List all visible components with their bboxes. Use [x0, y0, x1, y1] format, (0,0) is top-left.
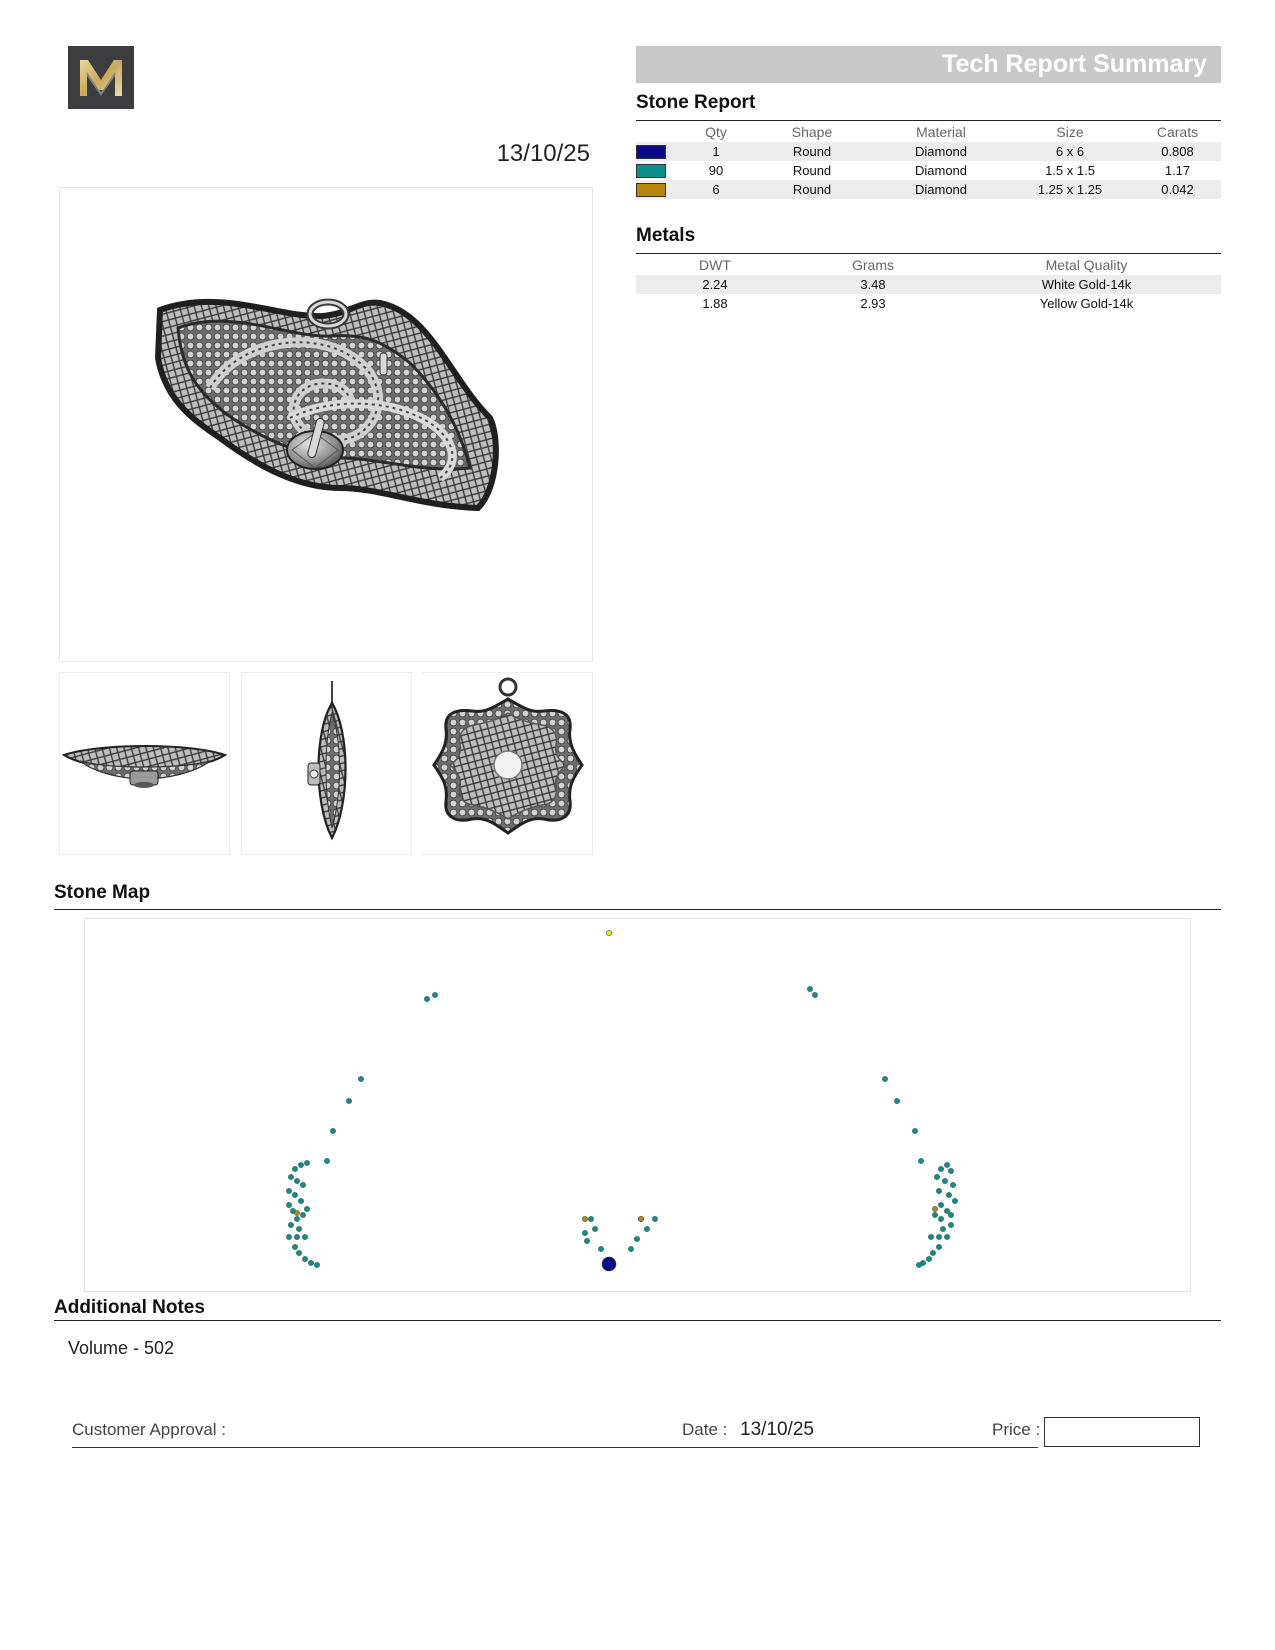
stone-dot: [916, 1262, 921, 1267]
material-header: Material: [916, 124, 966, 140]
size-cell: 1.5 x 1.5: [1045, 163, 1095, 178]
stone-dot: [598, 1246, 603, 1251]
stone-color-swatch: [636, 145, 666, 159]
stone-dot: [940, 1226, 945, 1231]
stone-dot: [292, 1166, 297, 1171]
stone-dot-small: [638, 1216, 643, 1221]
stone-dot: [304, 1206, 309, 1211]
carats-cell: 0.042: [1134, 180, 1221, 199]
stone-dot: [948, 1222, 953, 1227]
stone-dot: [294, 1178, 299, 1183]
stone-dot: [298, 1198, 303, 1203]
stone-dot: [286, 1202, 291, 1207]
stone-dot: [292, 1192, 297, 1197]
report-title-banner: [636, 46, 1221, 83]
pendant-edge-view-icon: [242, 673, 411, 854]
qty-cell: 90: [708, 163, 724, 178]
table-row: [636, 142, 1221, 161]
stone-dot: [812, 992, 817, 997]
stone-dot: [934, 1174, 939, 1179]
stone-dot-small: [582, 1216, 587, 1221]
stone-report-table: [636, 122, 1221, 199]
metal-quality-cell: White Gold-14k: [952, 275, 1221, 294]
table-row: [636, 180, 1221, 199]
stone-dot: [302, 1256, 307, 1261]
size-cell: 1.25 x 1.25: [1006, 180, 1134, 199]
center-stone-dot: [602, 1257, 616, 1271]
stone-dot: [936, 1234, 941, 1239]
stone-dot: [358, 1076, 363, 1081]
stone-dot: [882, 1076, 887, 1081]
stone-dot: [314, 1262, 319, 1267]
stone-dot: [300, 1182, 305, 1187]
metal-quality-header: Metal Quality: [1045, 257, 1128, 273]
stone-dot: [944, 1162, 949, 1167]
stone-dot-small: [606, 930, 611, 935]
stone-dot: [296, 1250, 301, 1255]
qty-cell: 1: [684, 142, 748, 161]
stone-dot: [946, 1192, 951, 1197]
stone-table-header: [636, 122, 1221, 142]
carats-cell: 1.17: [1164, 163, 1191, 178]
stone-dot: [300, 1212, 305, 1217]
stone-dot-small: [932, 1206, 937, 1211]
stone-dot: [938, 1166, 943, 1171]
shape-cell: Round: [748, 142, 876, 161]
stone-dot: [912, 1128, 917, 1133]
stone-dot: [936, 1188, 941, 1193]
stone-dot: [286, 1234, 291, 1239]
table-row: [636, 161, 1221, 180]
metal-quality-cell: Yellow Gold-14k: [1039, 296, 1134, 311]
metals-divider: [636, 253, 1221, 254]
approval-date-label: Date :: [682, 1420, 728, 1439]
stone-color-swatch: [636, 183, 666, 197]
size-cell: 6 x 6: [1006, 142, 1134, 161]
carats-cell: 0.808: [1134, 142, 1221, 161]
metals-title: Metals: [636, 225, 696, 246]
customer-approval-label: Customer Approval :: [72, 1420, 227, 1439]
stone-dot: [588, 1216, 593, 1221]
shape-cell: Round: [748, 180, 876, 199]
stone-dot: [938, 1202, 943, 1207]
shape-header: Shape: [791, 124, 833, 140]
report-date: 13/10/25: [496, 140, 590, 167]
stone-dot: [288, 1222, 293, 1227]
grams-cell: 2.93: [860, 296, 886, 311]
stone-dot: [944, 1208, 949, 1213]
approval-date-value: 13/10/25: [740, 1419, 814, 1440]
stone-dot: [938, 1216, 943, 1221]
grams-cell: 3.48: [794, 275, 952, 294]
stone-dot: [936, 1244, 941, 1249]
m-logo-icon: [68, 46, 134, 109]
material-cell: Diamond: [914, 163, 968, 178]
stone-dot: [948, 1212, 953, 1217]
stone-map-plot: [85, 919, 1190, 1291]
thumbnail-side-view: [59, 672, 230, 855]
color-header: [636, 122, 684, 142]
stone-dot: [294, 1234, 299, 1239]
pendant-3d-render-icon: [60, 188, 592, 661]
company-logo: [68, 46, 134, 109]
material-cell: Diamond: [876, 142, 1006, 161]
stone-report-divider: [636, 120, 1221, 121]
dwt-header: DWT: [699, 257, 731, 273]
metals-table-header: [636, 255, 1221, 275]
table-row: [636, 275, 1221, 294]
stone-dot: [942, 1178, 947, 1183]
stone-dot: [324, 1158, 329, 1163]
stone-dot: [286, 1188, 291, 1193]
qty-cell: 6: [684, 180, 748, 199]
stone-dot: [592, 1226, 597, 1231]
stone-map-title: Stone Map: [54, 882, 151, 903]
stone-dot: [948, 1168, 953, 1173]
stone-dot: [308, 1260, 313, 1265]
stone-dot: [294, 1216, 299, 1221]
report-title: Tech Report Summary: [942, 50, 1207, 78]
stone-dot: [807, 986, 812, 991]
stone-dot: [288, 1174, 293, 1179]
stone-dot: [584, 1238, 589, 1243]
customer-approval-signature-line[interactable]: [72, 1447, 1038, 1448]
main-render-panel: [59, 187, 593, 662]
stone-dot: [644, 1226, 649, 1231]
additional-notes-divider: [54, 1320, 1221, 1321]
dwt-cell: 2.24: [636, 275, 794, 294]
metals-table: [636, 255, 1221, 313]
table-row: [636, 294, 1221, 313]
stone-dot: [628, 1246, 633, 1251]
stone-dot: [928, 1234, 933, 1239]
stone-map-divider: [54, 909, 1221, 910]
stone-dot: [292, 1244, 297, 1249]
stone-dot-small: [294, 1210, 299, 1215]
stone-dot: [952, 1198, 957, 1203]
stone-dot: [330, 1128, 335, 1133]
stone-dot: [296, 1226, 301, 1231]
stone-dot: [930, 1250, 935, 1255]
pendant-front-view-icon: [422, 673, 593, 854]
qty-header: Qty: [705, 124, 727, 140]
grams-header: Grams: [852, 257, 894, 273]
notes-text: Volume - 502: [68, 1338, 175, 1358]
price-label: Price :: [992, 1420, 1041, 1439]
price-field[interactable]: [1044, 1417, 1200, 1447]
additional-notes-title: Additional Notes: [54, 1297, 205, 1318]
stone-dot: [932, 1212, 937, 1217]
material-cell: Diamond: [876, 180, 1006, 199]
stone-dot: [950, 1182, 955, 1187]
pendant-side-view-icon: [60, 673, 229, 854]
shape-cell: Round: [792, 163, 832, 178]
stone-dot: [302, 1234, 307, 1239]
stone-dot: [634, 1236, 639, 1241]
carats-header: Carats: [1156, 124, 1199, 140]
stone-map-panel: [84, 918, 1191, 1292]
thumbnail-front-view: [422, 672, 593, 855]
stone-dot: [304, 1160, 309, 1165]
stone-dot: [918, 1158, 923, 1163]
size-header: Size: [1056, 124, 1084, 140]
stone-dot: [298, 1162, 303, 1167]
stone-report-title: Stone Report: [636, 92, 756, 113]
stone-dot: [346, 1098, 351, 1103]
stone-color-swatch: [636, 164, 666, 178]
stone-dot: [582, 1230, 587, 1235]
stone-dot: [432, 992, 437, 997]
stone-dot: [652, 1216, 657, 1221]
stone-dot: [926, 1256, 931, 1261]
thumbnail-edge-view: [241, 672, 412, 855]
stone-dot: [424, 996, 429, 1001]
dwt-cell: 1.88: [702, 296, 728, 311]
stone-dot: [944, 1234, 949, 1239]
stone-dot: [894, 1098, 899, 1103]
